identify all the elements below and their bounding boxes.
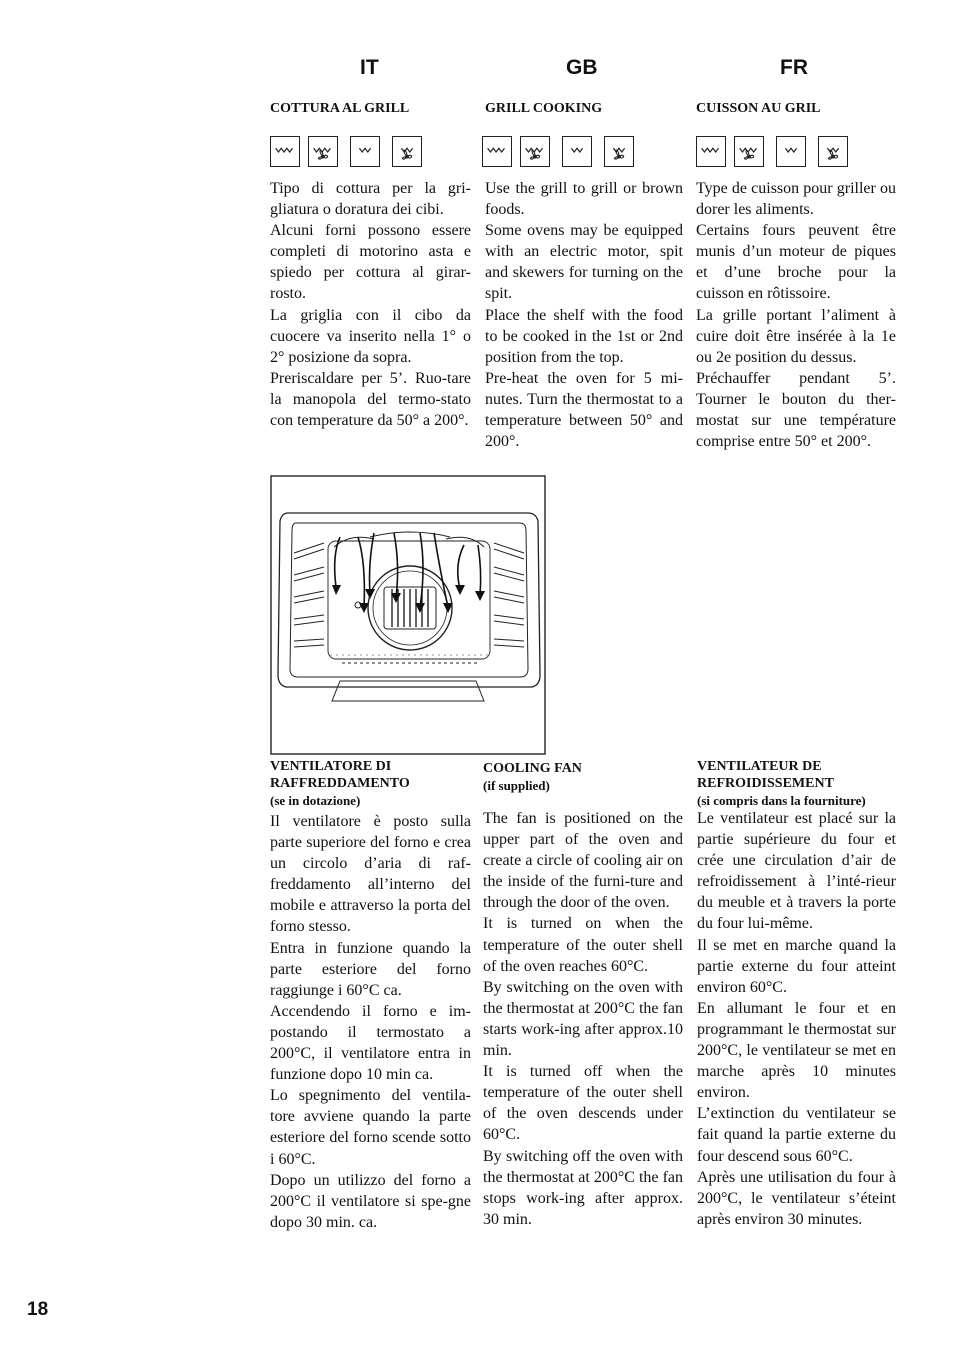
grill-small-icon	[562, 136, 592, 167]
paragraph: Après une utilisation du four à 200°C, le ventilateur s’éteint après environ 30 minutes.	[697, 1168, 896, 1228]
grill-text-fr	[696, 178, 896, 452]
fan-title-fr-line2: REFROIDISSEMENT	[697, 776, 834, 791]
paragraph: It is turned on when the temperature of the outer shell of the oven reaches 60°C.	[483, 915, 683, 975]
fan-title-gb-line1: COOLING FAN	[483, 761, 582, 776]
grill-fan-icon	[308, 136, 338, 167]
paragraph: Préchauffer pendant 5’. Tourner le bouton du ther-mostat sur une température comprise entre 50° et 200°.	[696, 369, 896, 451]
grill-text-it	[270, 178, 471, 431]
grill-icon	[696, 136, 726, 167]
paragraph: The fan is positioned on the upper part of the oven and create a circle of cooling air on the inside of the furni-ture and through the door of the oven.	[483, 810, 683, 912]
paragraph: It is turned off when the temperature of the outer shell of the oven descends under 60°C.	[483, 1063, 683, 1144]
paragraph: By switching off the oven with the thermostat at 200°C the fan stops work-ing after approx. 30 min.	[483, 1147, 683, 1228]
oven-diagram	[270, 475, 546, 755]
page-number: 18	[27, 1299, 49, 1320]
fan-title-it-line2: RAFFREDDAMENTO	[270, 776, 410, 791]
fan-title-fr	[697, 758, 866, 809]
lang-header-it: IT	[360, 56, 379, 79]
grill-small-fan-icon	[604, 136, 634, 167]
paragraph: Tipo di cottura per la gri-gliatura o doratura dei cibi.	[270, 180, 471, 219]
paragraph: Certains fours peuvent être munis d’un moteur de piques et d’une broche pour la cuisson en rôtissoire.	[696, 222, 896, 303]
fan-title-it	[270, 758, 410, 809]
oven-cavity-illustration	[270, 475, 546, 755]
paragraph: Place the shelf with the food to be cooked in the 1st or 2nd position from the top.	[485, 306, 683, 366]
grill-title-fr: CUISSON AU GRIL	[696, 101, 821, 116]
fan-text-gb	[483, 808, 683, 1230]
paragraph: Accendendo il forno e im-postando il termostato a 200°C, il ventilatore entra in funzione dopo 10 min ca.	[270, 1002, 471, 1084]
paragraph: Preriscaldare per 5’. Ruo-tare la manopola del termo-stato con temperature da 50° a 200°.	[270, 369, 471, 430]
lang-header-gb: GB	[566, 56, 598, 79]
paragraph: Lo spegnimento del ventila-tore avviene quando la parte esteriore del forno scende sotto i 60°C.	[270, 1087, 471, 1168]
grill-fan-icon	[520, 136, 550, 167]
paragraph: Some ovens may be equipped with an electric motor, spit and skewers for turning on the spit.	[485, 222, 683, 303]
fan-title-gb	[483, 760, 582, 794]
paragraph: By switching on the oven with the thermostat at 200°C the fan starts work-ing after approx.10 min.	[483, 978, 683, 1060]
paragraph: Alcuni forni possono essere completi di motorino asta e spiedo per cottura al girar-rosto.	[270, 222, 471, 303]
fan-subtitle-gb: (if supplied)	[483, 778, 550, 793]
paragraph: Use the grill to grill or brown foods.	[485, 180, 683, 219]
fan-text-it	[270, 811, 471, 1233]
paragraph: La grille portant l’aliment à cuire doit être insérée à la 1e ou 2e position du dessus.	[696, 306, 896, 366]
fan-subtitle-fr: (si compris dans la fourniture)	[697, 793, 866, 808]
grill-icon	[482, 136, 512, 167]
fan-subtitle-it: (se in dotazione)	[270, 793, 361, 808]
paragraph: Le ventilateur est placé sur la partie supérieure du four et crée une circulation d’air de refroidissement à l’inté-rieur du meuble et à travers la porte du four lui-même.	[697, 810, 896, 933]
grill-title-gb: GRILL COOKING	[485, 101, 603, 116]
grill-fan-icon	[734, 136, 764, 167]
grill-small-icon	[776, 136, 806, 167]
paragraph: Pre-heat the oven for 5 mi-nutes. Turn the thermostat to a temperature between 50° and 200°.	[485, 369, 683, 451]
fan-text-fr	[697, 808, 896, 1230]
grill-text-gb	[485, 178, 683, 452]
grill-small-fan-icon	[392, 136, 422, 167]
paragraph: Entra in funzione quando la parte esteriore del forno raggiunge i 60°C ca.	[270, 939, 471, 999]
paragraph: Dopo un utilizzo del forno a 200°C il ventilatore si spe-gne dopo 30 min. ca.	[270, 1171, 471, 1231]
paragraph: L’extinction du ventilateur se fait quand la partie externe du four descend sous 60°C.	[697, 1105, 896, 1165]
grill-icon	[270, 136, 300, 167]
grill-small-icon	[350, 136, 380, 167]
paragraph: Il ventilatore è posto sulla parte superiore del forno e crea un circolo d’aria di raf-freddamento all’interno del mobile e attraverso la porta del forno stesso.	[270, 813, 471, 936]
grill-small-fan-icon	[818, 136, 848, 167]
fan-title-it-line1: VENTILATORE DI	[270, 759, 392, 774]
paragraph: La griglia con il cibo da cuocere va inserito nella 1° o 2° posizione da sopra.	[270, 306, 471, 366]
fan-title-fr-line1: VENTILATEUR DE	[697, 759, 822, 774]
lang-header-fr: FR	[780, 56, 808, 79]
paragraph: Il se met en marche quand la partie externe du four atteint environ 60°C.	[697, 936, 896, 996]
paragraph: Type de cuisson pour griller ou dorer les aliments.	[696, 180, 896, 219]
grill-title-it: COTTURA AL GRILL	[270, 101, 410, 116]
paragraph: En allumant le four et en programmant le thermostat sur 200°C, le ventilateur se met en marche après 10 minutes environ.	[697, 999, 896, 1102]
